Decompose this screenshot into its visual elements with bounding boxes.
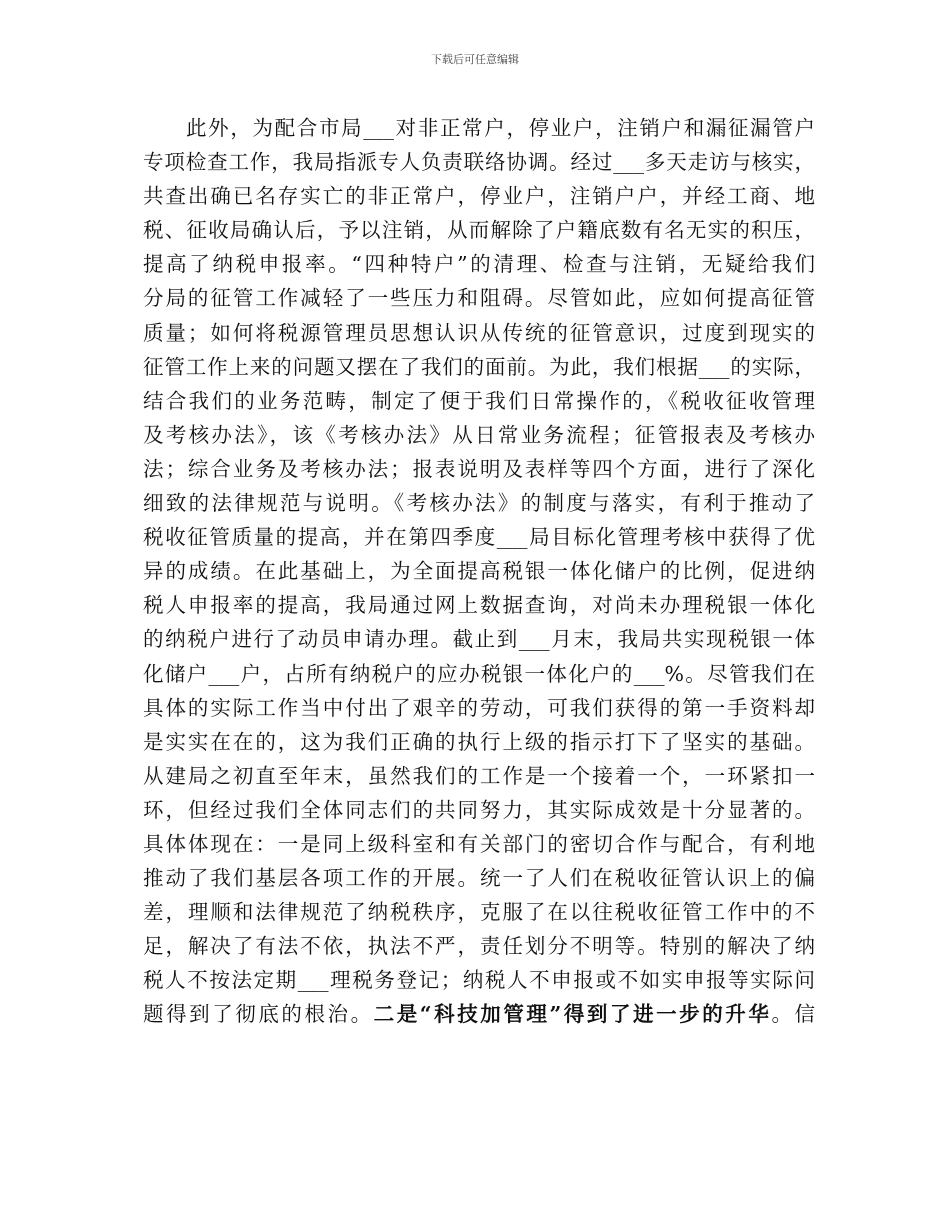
text-line: 税人申报率的提高，我局通过网上数据查询，对尚未办理税银一体化	[143, 593, 815, 618]
text-line: 结合我们的业务范畴，制定了便于我们日常操作的，《税收征收管理	[143, 388, 815, 413]
text-line: 环，但经过我们全体同志们的共同努力，其实际成效是十分显著的。	[143, 797, 815, 822]
text-line: 细致的法律规范与说明。《考核办法》的制度与落实，有利于推动了	[143, 491, 815, 516]
text-line: 专项检查工作，我局指派专人负责联络协调。经过___多天走访与核实，	[143, 150, 815, 175]
text-line: 税收征管质量的提高，并在第四季度___局目标化管理考核中获得了优	[143, 525, 815, 550]
text-line: 提高了纳税申报率。“四种特户”的清理、检查与注销，无疑给我们	[143, 252, 815, 277]
text-line: 具体的实际工作当中付出了艰辛的劳动，可我们获得的第一手资料却	[143, 695, 815, 720]
text-line: 差，理顺和法律规范了纳税秩序，克服了在以往税收征管工作中的不	[143, 900, 815, 925]
text-line: 税人不按法定期___理税务登记；纳税人不申报或不如实申报等实际问	[143, 968, 815, 993]
text-line-segment: 题得到了彻底的根治。	[143, 1002, 374, 1027]
text-line: 分局的征管工作减轻了一些压力和阻碍。尽管如此，应如何提高征管	[143, 286, 815, 311]
text-line: 足，解决了有法不依，执法不严，责任划分不明等。特别的解决了纳	[143, 934, 815, 959]
text-line: 推动了我们基层各项工作的开展。统一了人们在税收征管认识上的偏	[143, 866, 815, 891]
text-line: 质量；如何将税源管理员思想认识从传统的征管意识，过度到现实的	[143, 320, 815, 345]
text-line-last	[143, 997, 815, 1031]
text-line: 从建局之初直至年末，虽然我们的工作是一个接着一个，一环紧扣一	[143, 763, 815, 788]
text-line: 异的成绩。在此基础上，为全面提高税银一体化储户的比例，促进纳	[143, 559, 815, 584]
text-line-tail: 。信	[771, 1002, 816, 1027]
text-line: 征管工作上来的问题又摆在了我们的面前。为此，我们根据___的实际，	[143, 354, 815, 379]
text-line: 税、征收局确认后，予以注销，从而解除了户籍底数有名无实的积压，	[143, 218, 815, 243]
text-line: 的纳税户进行了动员申请办理。截止到___月末，我局共实现税银一体	[143, 627, 815, 652]
text-line: 法；综合业务及考核办法；报表说明及表样等四个方面，进行了深化	[143, 456, 815, 481]
body-paragraph	[143, 111, 815, 1032]
page-header: 下载后可任意编辑	[431, 53, 519, 66]
text-line: 是实实在在的，这为我们正确的执行上级的指示打下了坚实的基础。	[143, 729, 815, 754]
text-line: 共查出确已名存实亡的非正常户，停业户，注销户户，并经工商、地	[143, 184, 815, 209]
text-line: 此外，为配合市局___对非正常户，停业户，注销户和漏征漏管户	[186, 116, 815, 140]
text-line: 化储户___户，占所有纳税户的应办税银一体化户的___%。尽管我们在	[143, 661, 815, 686]
text-line: 具体体现在：一是同上级科室和有关部门的密切合作与配合，有利地	[143, 831, 815, 856]
bold-heading-segment: 二是“科技加管理”得到了进一步的升华	[373, 1002, 772, 1027]
text-line: 及考核办法》，该《考核办法》从日常业务流程；征管报表及考核办	[143, 422, 815, 447]
